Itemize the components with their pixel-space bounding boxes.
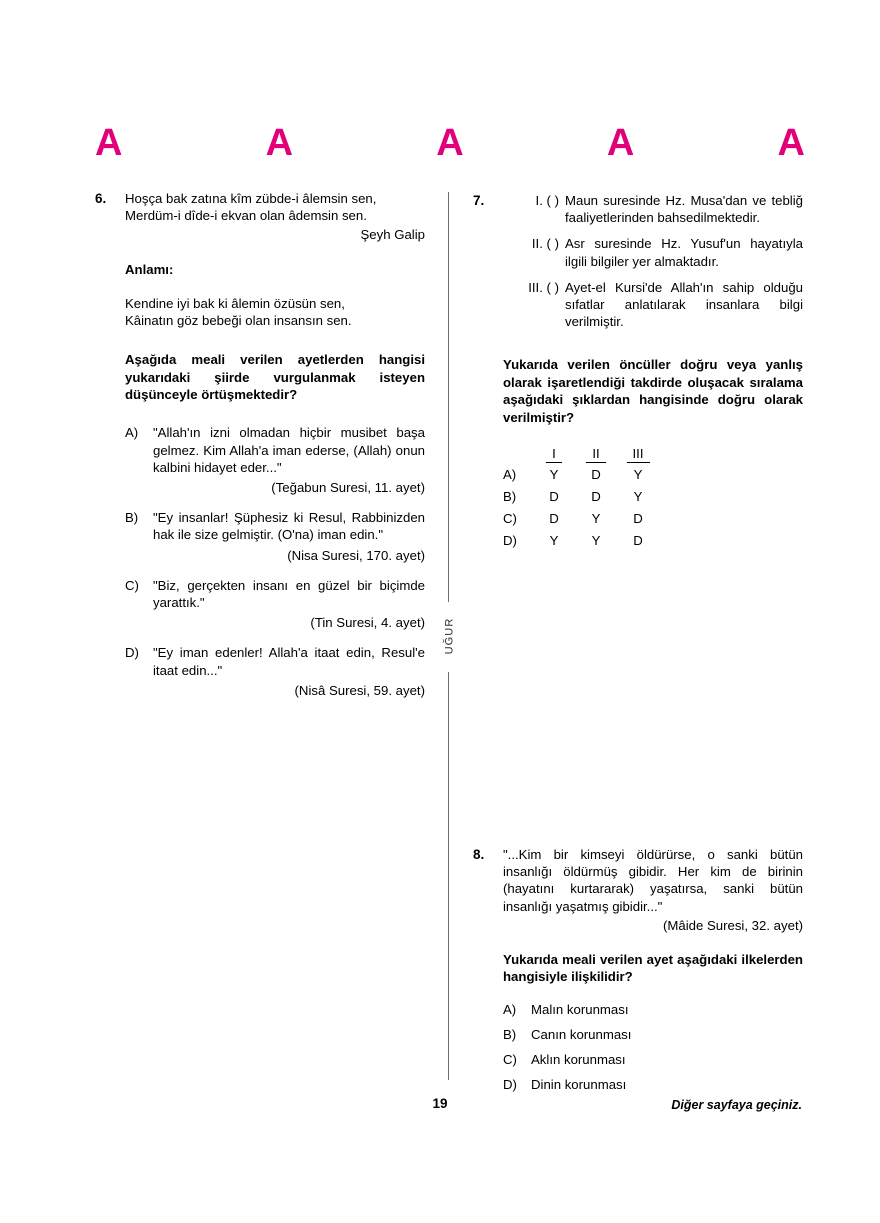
option-a[interactable]: [503, 1001, 803, 1018]
matrix-cell: D: [591, 466, 601, 482]
matrix-cell: Y: [633, 466, 643, 482]
booklet-mark: A: [606, 122, 635, 164]
question-6-options: [125, 424, 425, 699]
question-6: [95, 190, 425, 699]
booklet-mark: A: [436, 122, 464, 164]
option-b[interactable]: [503, 1026, 803, 1043]
matrix-cell: D: [591, 488, 601, 504]
question-number: 7.: [473, 193, 485, 208]
option-d[interactable]: [503, 1076, 803, 1093]
column-divider-top: [448, 192, 449, 602]
matrix-header-row: [503, 443, 659, 463]
premise-marker: II. ( ): [531, 236, 559, 252]
poem-line-2: Merdüm-i dîde-i ekvan olan âdemsin sen.: [125, 208, 367, 224]
premise-marker: I. ( ): [535, 193, 559, 208]
meaning-label: Anlamı:: [125, 261, 174, 277]
booklet-type-marks: [95, 124, 805, 168]
left-column: [95, 190, 425, 712]
matrix-row-letter: D): [503, 532, 517, 548]
option-source: (Nisâ Suresi, 59. ayet): [294, 682, 425, 698]
matrix-row-letter: A): [503, 466, 517, 482]
premise-text: Asr suresinde Hz. Yusuf'un hayatıyla ilgili bilgiler yer almaktadır.: [565, 236, 803, 269]
matrix-header-ii: II: [575, 443, 617, 463]
option-letter: A): [503, 1001, 517, 1017]
matrix-row-letter: C): [503, 510, 517, 526]
right-column: [473, 190, 803, 1102]
matrix-row-letter: B): [503, 488, 517, 504]
question-prompt: Aşağıda meali verilen ayetlerden hangisi yukarıdaki şiirde vurgulanmak isteyen düşünceyle örtüşmektedir?: [125, 352, 425, 403]
option-a[interactable]: [125, 424, 425, 496]
option-letter: C): [503, 1052, 517, 1068]
question-7: [473, 192, 803, 551]
question-number: 8.: [473, 847, 485, 863]
option-text: "Ey insanlar! Şüphesiz ki Resul, Rabbinizden hak ile size gelmiştir. (O'na) iman edin.": [153, 510, 425, 543]
option-letter: A): [125, 425, 139, 441]
option-source: (Nisa Suresi, 170. ayet): [287, 547, 425, 563]
matrix-header-iii: III: [617, 443, 659, 463]
question-body: [503, 192, 803, 551]
option-letter: C): [125, 577, 139, 593]
booklet-mark: A: [265, 122, 294, 164]
premise-marker: III. ( ): [528, 279, 559, 295]
matrix-row-b[interactable]: [503, 485, 659, 507]
option-source: (Tin Suresi, 4. ayet): [310, 615, 425, 631]
publisher-brand-label: UĞUR: [443, 617, 456, 655]
question-8: [473, 846, 803, 1094]
option-source: (Teğabun Suresi, 11. ayet): [271, 480, 425, 496]
question-7-answer-matrix: [503, 443, 659, 551]
question-7-premises: [503, 192, 803, 330]
question-prompt: Yukarıda verilen öncüller doğru veya yanlış olarak işaretlendiği takdirde oluşacak sıralama aşağıdaki şıklardan hangisinde doğru olarak verilmiştir?: [503, 357, 803, 425]
option-letter: D): [125, 645, 139, 661]
option-letter: D): [503, 1077, 517, 1093]
option-text: Aklın korunması: [531, 1052, 626, 1068]
matrix-row-a[interactable]: [503, 463, 659, 485]
poem-line-1: Hoşça bak zatına kîm zübde-i âlemsin sen,: [125, 191, 377, 206]
quote-text: "...Kim bir kimseyi öldürürse, o sanki bütün insanlığı öldürmüş gibidir. Her kim de birinin (hayatını kurtararak) yaşatırsa, sanki bütün insanlığı yaşatmış gibidir...": [503, 847, 803, 914]
premise-text: Maun suresinde Hz. Musa'dan ve tebliğ faaliyetlerinden bahsedilmektedir.: [565, 193, 803, 226]
option-d[interactable]: [125, 644, 425, 699]
question-body: [503, 846, 803, 1094]
column-divider-bottom: [448, 672, 449, 1080]
question-8-options: [503, 1001, 803, 1094]
option-text: Dinin korunması: [531, 1077, 627, 1093]
booklet-mark: A: [95, 122, 123, 164]
publisher-brand-vertical: [432, 605, 466, 667]
poem-author: Şeyh Galip: [360, 227, 425, 243]
matrix-cell: Y: [591, 510, 601, 526]
matrix-cell: Y: [549, 466, 559, 482]
question-number: 6.: [95, 191, 107, 206]
option-letter: B): [503, 1027, 517, 1043]
option-text: Malın korunması: [531, 1001, 629, 1017]
option-text: "Biz, gerçekten insanı en güzel bir biçimde yarattık.": [153, 577, 425, 611]
continue-note: Diğer sayfaya geçiniz.: [671, 1098, 802, 1112]
premise-ii[interactable]: [503, 235, 803, 269]
question-prompt: Yukarıda meali verilen ayet aşağıdaki ilkelerden hangisiyle ilişkilidir?: [503, 952, 803, 985]
matrix-cell: D: [549, 488, 559, 504]
matrix-cell: Y: [633, 488, 643, 504]
page-number: 19: [432, 1096, 448, 1111]
premise-text: Ayet-el Kursi'de Allah'ın sahip olduğu sıfatlar anlatılarak insanlara bilgi verilmiştir.: [565, 279, 803, 330]
premise-i[interactable]: [503, 192, 803, 226]
question-body: [125, 190, 425, 699]
booklet-mark: A: [777, 122, 805, 164]
option-text: Canın korunması: [531, 1027, 632, 1043]
option-text: "Allah'ın izni olmadan hiçbir musibet başa gelmez. Kim Allah'a iman ederse, (Allah) onun kalbini hidayet eder...": [153, 425, 425, 475]
option-c[interactable]: [125, 577, 425, 632]
matrix-cell: D: [549, 510, 559, 526]
quote-source: (Mâide Suresi, 32. ayet): [663, 917, 803, 933]
option-text: "Ey iman edenler! Allah'a itaat edin, Resul'e itaat edin...": [153, 645, 425, 678]
matrix-corner: [503, 443, 533, 463]
option-c[interactable]: [503, 1051, 803, 1068]
matrix-cell: D: [633, 532, 643, 548]
matrix-cell: Y: [549, 532, 559, 548]
matrix-row-d[interactable]: [503, 529, 659, 551]
matrix-cell: D: [633, 510, 643, 526]
matrix-cell: Y: [591, 532, 601, 548]
matrix-header-i: I: [533, 443, 575, 463]
premise-iii[interactable]: [503, 279, 803, 331]
option-letter: B): [125, 510, 139, 526]
matrix-row-c[interactable]: [503, 507, 659, 529]
meaning-line-2: Kâinatın göz bebeği olan insansın sen.: [125, 313, 352, 329]
meaning-line-1: Kendine iyi bak ki âlemin özüsün sen,: [125, 295, 345, 311]
option-b[interactable]: [125, 509, 425, 564]
